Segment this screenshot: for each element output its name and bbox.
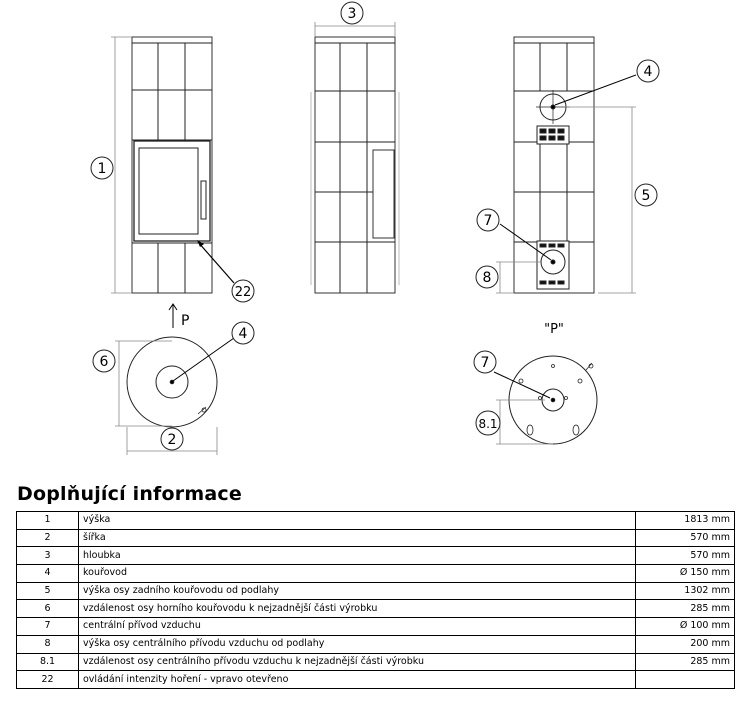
- table-row: [17, 512, 735, 530]
- row-description: kouřovod: [79, 565, 636, 583]
- table-row: [17, 565, 735, 583]
- row-value: Ø 100 mm: [636, 618, 735, 636]
- row-value: Ø 150 mm: [636, 565, 735, 583]
- row-id: 7: [17, 618, 79, 636]
- row-description: hloubka: [79, 547, 636, 565]
- svg-text:5: 5: [641, 188, 651, 204]
- svg-text:6: 6: [99, 354, 109, 370]
- row-id: 2: [17, 529, 79, 547]
- svg-text:1: 1: [97, 161, 107, 177]
- svg-text:8: 8: [482, 270, 492, 286]
- row-id: 3: [17, 547, 79, 565]
- rear-vent-grille: [537, 126, 569, 144]
- row-description: výška osy centrálního přívodu vzduchu od podlahy: [79, 635, 636, 653]
- row-value: 570 mm: [636, 529, 735, 547]
- side-glass: [373, 150, 394, 238]
- row-value: [636, 671, 735, 689]
- row-value: 570 mm: [636, 547, 735, 565]
- svg-text:8.1: 8.1: [478, 417, 498, 431]
- row-description: vzdálenost osy centrálního přívodu vzduchu k nejzadnější části výrobku: [79, 653, 636, 671]
- table-row: [17, 635, 735, 653]
- row-value: 1813 mm: [636, 512, 735, 530]
- door-glass: [139, 148, 198, 234]
- row-id: 22: [17, 671, 79, 689]
- table-row: [17, 671, 735, 689]
- svg-text:3: 3: [347, 6, 357, 22]
- row-description: centrální přívod vzduchu: [79, 618, 636, 636]
- rear-view: [496, 37, 636, 293]
- row-description: vzdálenost osy horního kouřovodu k nejzadnější části výrobku: [79, 600, 636, 618]
- table-row: [17, 582, 735, 600]
- table-row: [17, 653, 735, 671]
- view-p-arrow-label: P: [181, 313, 190, 329]
- table-row: [17, 618, 735, 636]
- row-id: 4: [17, 565, 79, 583]
- row-description: výška osy zadního kouřovodu od podlahy: [79, 582, 636, 600]
- svg-text:22: 22: [234, 285, 252, 300]
- table-row: [17, 600, 735, 618]
- row-description: ovládání intenzity hoření - vpravo otevřeno: [79, 671, 636, 689]
- bottom-view-p: [494, 322, 597, 444]
- row-id: 8: [17, 635, 79, 653]
- table-row: [17, 547, 735, 565]
- info-table: [16, 511, 735, 689]
- view-p-arrow: [169, 304, 189, 329]
- row-id: 5: [17, 582, 79, 600]
- front-view: [111, 37, 234, 293]
- svg-text:4: 4: [643, 64, 653, 80]
- row-id: 8.1: [17, 653, 79, 671]
- info-title: Doplňující informace: [17, 483, 242, 505]
- svg-text:2: 2: [167, 432, 177, 448]
- view-p-label: "P": [544, 322, 564, 337]
- row-description: šířka: [79, 529, 636, 547]
- row-value: 285 mm: [636, 653, 735, 671]
- svg-text:7: 7: [480, 355, 490, 371]
- door-handle: [201, 181, 206, 219]
- table-row: [17, 529, 735, 547]
- row-id: 6: [17, 600, 79, 618]
- row-description: výška: [79, 512, 636, 530]
- row-value: 1302 mm: [636, 582, 735, 600]
- row-value: 285 mm: [636, 600, 735, 618]
- svg-text:7: 7: [483, 213, 493, 229]
- side-view: [311, 22, 399, 293]
- svg-text:4: 4: [238, 326, 248, 342]
- row-value: 200 mm: [636, 635, 735, 653]
- row-id: 1: [17, 512, 79, 530]
- door-frame: [134, 141, 210, 241]
